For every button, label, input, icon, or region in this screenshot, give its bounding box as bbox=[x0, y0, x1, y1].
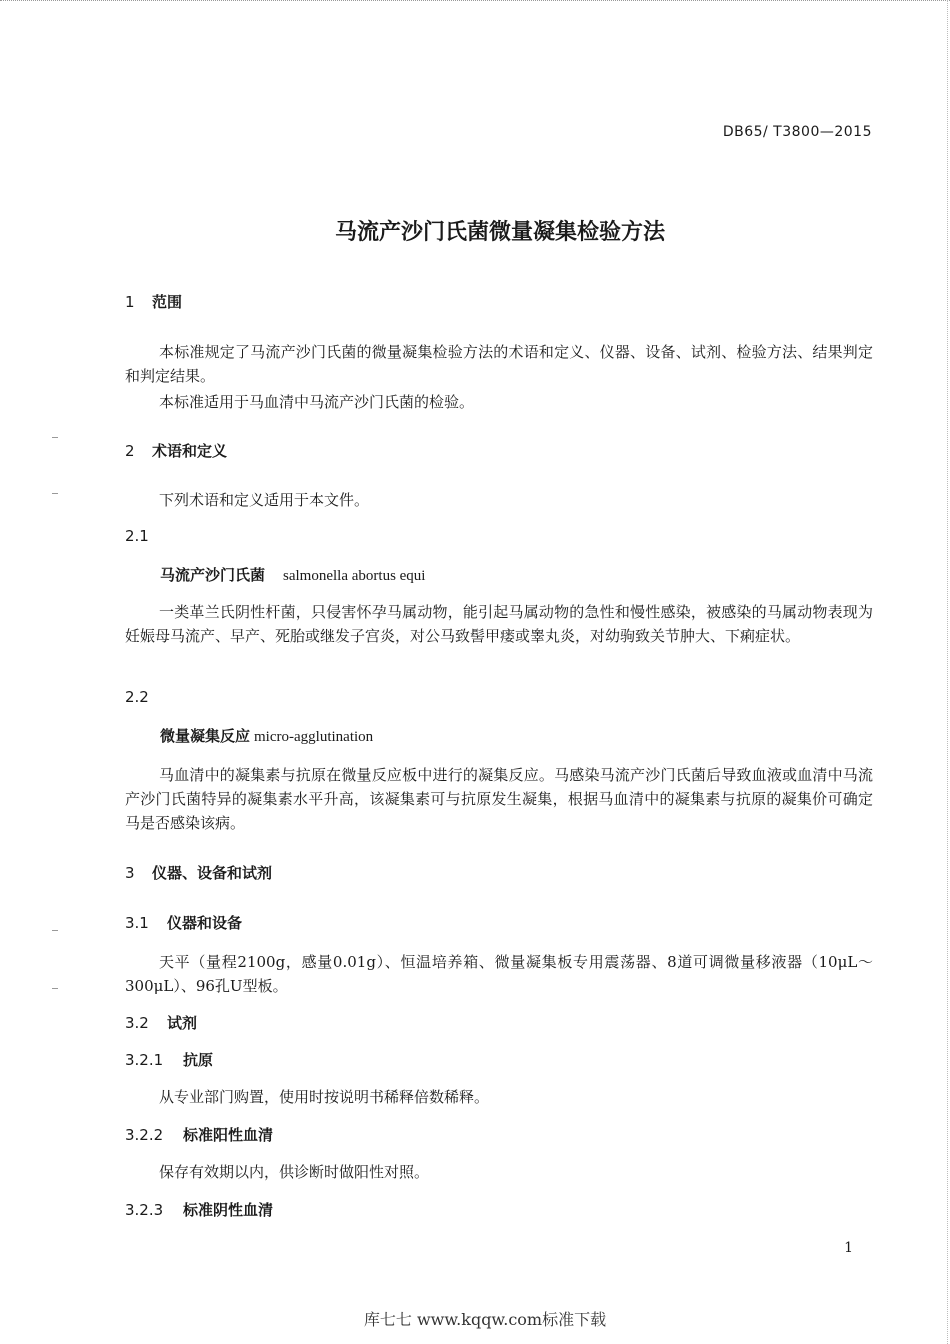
subsection-2-1-number: 2.1 bbox=[125, 527, 149, 545]
scan-speck bbox=[52, 493, 58, 494]
term-entry bbox=[160, 725, 373, 746]
term-chinese: 微量凝集反应 bbox=[160, 727, 251, 745]
subsection-label: 仪器和设备 bbox=[167, 914, 243, 932]
subsection-number: 3.1 bbox=[125, 914, 149, 932]
paragraph: 一类革兰氏阴性杆菌，只侵害怀孕马属动物，能引起马属动物的急性和慢性感染，被感染的马属动物表现为妊娠母马流产、早产、死胎或继发子宫炎，对公马致髻甲瘘或睾丸炎，对幼驹致关节肿大、下痢症状。 bbox=[125, 603, 873, 645]
term-chinese: 马流产沙门氏菌 bbox=[160, 566, 266, 584]
section-1-heading bbox=[125, 291, 182, 312]
paragraph: 本标准适用于马血清中马流产沙门氏菌的检验。 bbox=[159, 393, 475, 411]
document-title: 马流产沙门氏菌微量凝集检验方法 bbox=[334, 220, 665, 245]
section-number: 3 bbox=[125, 864, 135, 882]
section-label: 仪器、设备和试剂 bbox=[152, 864, 273, 882]
section-label: 术语和定义 bbox=[152, 442, 228, 460]
subsection-3-2-3-heading bbox=[125, 1199, 273, 1220]
subsection-number: 3.2.1 bbox=[125, 1051, 164, 1069]
scan-speck bbox=[52, 988, 58, 989]
paragraph: 本标准规定了马流产沙门氏菌的微量凝集检验方法的术语和定义、仪器、设备、试剂、检验方法、结果判定和判定结果。 bbox=[125, 343, 873, 385]
scan-artifact-edge bbox=[945, 0, 948, 1344]
subsection-label: 标准阳性血清 bbox=[183, 1126, 274, 1144]
paragraph: 保存有效期以内，供诊断时做阳性对照。 bbox=[159, 1163, 430, 1181]
subsection-2-2-number: 2.2 bbox=[125, 688, 149, 706]
paragraph: 从专业部门购置，使用时按说明书稀释倍数稀释。 bbox=[159, 1088, 490, 1106]
page-number: 1 bbox=[844, 1240, 853, 1256]
paragraph: 马血清中的凝集素与抗原在微量反应板中进行的凝集反应。马感染马流产沙门氏菌后导致血液或血清中马流产沙门氏菌特异的凝集素水平升高，该凝集素可与抗原发生凝集，根据马血清中的凝集素与抗原的凝集价可确定马是否感染该病。 bbox=[125, 766, 873, 832]
subsection-number: 3.2.3 bbox=[125, 1201, 164, 1219]
scan-speck bbox=[52, 437, 58, 438]
term-english: salmonella abortus equi bbox=[283, 568, 426, 584]
section-label: 范围 bbox=[152, 293, 183, 311]
subsection-label: 标准阴性血清 bbox=[183, 1201, 274, 1219]
section-3-heading bbox=[125, 862, 272, 883]
scan-artifact-top bbox=[0, 0, 950, 7]
paragraph: 下列术语和定义适用于本文件。 bbox=[159, 491, 370, 509]
subsection-number: 3.2.2 bbox=[125, 1126, 164, 1144]
subsection-label: 试剂 bbox=[167, 1014, 198, 1032]
term-entry bbox=[160, 564, 425, 585]
scan-speck bbox=[52, 930, 58, 931]
subsection-3-2-2-heading bbox=[125, 1124, 273, 1145]
section-number: 1 bbox=[125, 293, 135, 311]
term-english: micro-agglutination bbox=[254, 729, 374, 745]
footer-watermark: 库七七 www.kqqw.com标准下载 bbox=[363, 1310, 607, 1329]
paragraph: 天平（量程2100g，感量0.01g）、恒温培养箱、微量凝集板专用震荡器、8道可调微量移液器（10μL～300μL）、96孔U型板。 bbox=[125, 953, 873, 995]
subsection-3-2-heading bbox=[125, 1012, 197, 1033]
subsection-label: 抗原 bbox=[183, 1051, 214, 1069]
subsection-3-2-1-heading bbox=[125, 1049, 213, 1070]
section-2-heading bbox=[125, 440, 227, 461]
subsection-number: 3.2 bbox=[125, 1014, 149, 1032]
section-number: 2 bbox=[125, 442, 135, 460]
standard-code: DB65/ T3800—2015 bbox=[722, 124, 872, 140]
subsection-3-1-heading bbox=[125, 912, 242, 933]
